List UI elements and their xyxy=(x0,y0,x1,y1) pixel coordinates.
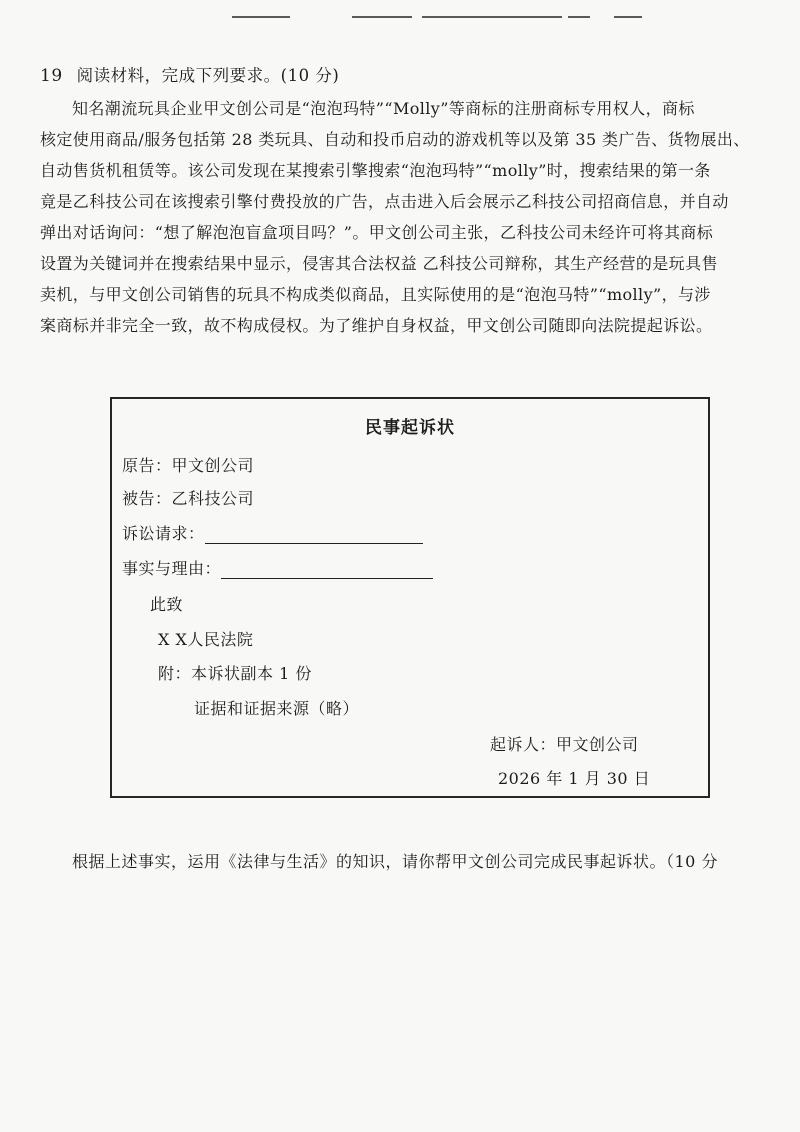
material-line: 卖机，与甲文创公司销售的玩具不构成类似商品，且实际使用的是“泡泡马特”“molly”，与涉 xyxy=(40,285,711,304)
question-number: 19 xyxy=(40,66,63,86)
civil-complaint-form xyxy=(110,397,710,798)
material-line: 核定使用商品/服务包括第 28 类玩具、自动和投币启动的游戏机等以及第 35 类广告、货物展出、 xyxy=(40,130,750,149)
claims-row xyxy=(122,521,423,544)
filer-line: 起诉人：甲文创公司 xyxy=(490,735,639,754)
material-line: 竟是乙科技公司在该搜索引擎付费投放的广告，点击进入后会展示乙科技公司招商信息，并自动 xyxy=(40,192,729,211)
evidence-line: 证据和证据来源（略） xyxy=(194,699,360,718)
question-header xyxy=(40,62,339,86)
task-instruction: 根据上述事实，运用《法律与生活》的知识，请你帮甲文创公司完成民事起诉状。（10 分 xyxy=(72,852,718,871)
date-line: 2026 年 1 月 30 日 xyxy=(498,769,651,788)
facts-label: 事实与理由： xyxy=(122,559,222,578)
claims-label: 诉讼请求： xyxy=(122,524,205,543)
attachment-line: 附：本诉状副本 1 份 xyxy=(158,664,312,683)
claims-blank[interactable] xyxy=(205,527,423,544)
defendant-line: 被告：乙科技公司 xyxy=(122,489,255,508)
material-line: 设置为关键词并在搜索结果中显示，侵害其合法权益 乙科技公司辩称，其生产经营的是玩具售 xyxy=(40,254,718,273)
material-paragraph xyxy=(40,93,778,341)
top-scan-marks xyxy=(0,16,800,22)
material-line: 知名潮流玩具企业甲文创公司是“泡泡玛特”“Molly”等商标的注册商标专用权人，商标 xyxy=(72,99,695,118)
facts-blank[interactable] xyxy=(221,562,433,579)
plaintiff-line: 原告：甲文创公司 xyxy=(122,456,255,475)
question-prompt: 阅读材料，完成下列要求。(10 分) xyxy=(76,66,340,85)
respectfully-line: 此致 xyxy=(150,595,184,614)
court-line: X X人民法院 xyxy=(158,630,254,649)
material-line: 弹出对话询问：“想了解泡泡盲盒项目吗？”。甲文创公司主张，乙科技公司未经许可将其商标 xyxy=(40,223,714,242)
material-line: 自动售货机租赁等。该公司发现在某搜索引擎搜索“泡泡玛特”“molly”时，搜索结果的第一条 xyxy=(40,161,711,180)
facts-row xyxy=(122,556,433,579)
material-line: 案商标并非完全一致，故不构成侵权。为了维护自身权益，甲文创公司随即向法院提起诉讼。 xyxy=(40,316,713,335)
complaint-title: 民事起诉状 xyxy=(365,418,455,438)
